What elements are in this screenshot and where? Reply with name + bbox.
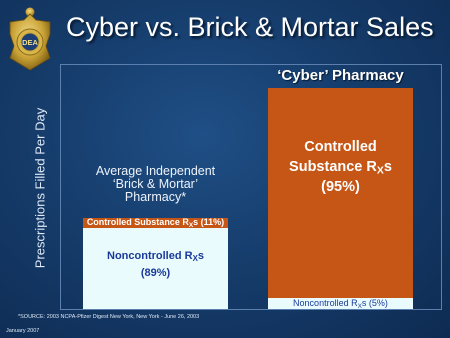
segment-label xyxy=(83,217,228,229)
segment-label-subscript: X xyxy=(376,165,384,177)
segment-label-tail: s xyxy=(197,250,204,262)
category-label-line: ‘Cyber’ Pharmacy xyxy=(277,67,404,84)
category-label-line: Average Independent xyxy=(95,164,216,178)
category-label-line: ‘Brick & Mortar’ xyxy=(112,177,199,192)
segment-label-tail: s (11%) xyxy=(193,217,225,228)
segment-label-line xyxy=(268,298,413,310)
segment-label-line xyxy=(268,158,413,179)
segment-label-text: Noncontrolled R xyxy=(293,297,358,308)
dea-badge-logo xyxy=(6,6,54,72)
bar-segment-noncontrolled xyxy=(83,228,228,309)
segment-label-text: Substance R xyxy=(289,158,377,175)
category-label-cyber xyxy=(248,68,433,84)
segment-label-subscript: X xyxy=(188,221,194,229)
segment-label-line xyxy=(83,248,228,265)
segment-label-line: Controlled xyxy=(304,139,377,155)
segment-label-tail: s xyxy=(383,158,392,175)
bar-segment-controlled xyxy=(83,218,228,228)
bar-brick xyxy=(83,218,228,309)
page-title: Cyber vs. Brick & Mortar Sales xyxy=(66,12,434,42)
category-label-line: Pharmacy* xyxy=(124,190,187,205)
bar-segment-controlled xyxy=(268,88,413,298)
segment-label xyxy=(268,298,413,310)
source-footnote: *SOURCE: 2003 NCPA-Pfizer Digest New York, New York - June 26, 2003 xyxy=(18,314,200,320)
bar-cyber xyxy=(268,88,413,309)
segment-label-tail: s (5%) xyxy=(361,297,388,308)
date-label: January 2007 xyxy=(6,328,40,334)
y-axis-label: Prescriptions Filled Per Day xyxy=(32,107,48,269)
segment-label-subscript: X xyxy=(192,253,198,263)
badge-text: DEA xyxy=(22,38,38,47)
segment-label xyxy=(268,138,413,198)
segment-label-subscript: X xyxy=(357,302,362,310)
segment-percent: (89%) xyxy=(140,266,171,279)
bar-segment-noncontrolled xyxy=(268,298,413,309)
segment-label-text: Noncontrolled R xyxy=(107,250,193,262)
segment-label-line xyxy=(83,217,228,229)
segment-label-text: Controlled Substance R xyxy=(86,217,189,228)
segment-label xyxy=(83,248,228,281)
segment-percent: (95%) xyxy=(321,179,360,196)
category-label-brick xyxy=(63,165,248,204)
